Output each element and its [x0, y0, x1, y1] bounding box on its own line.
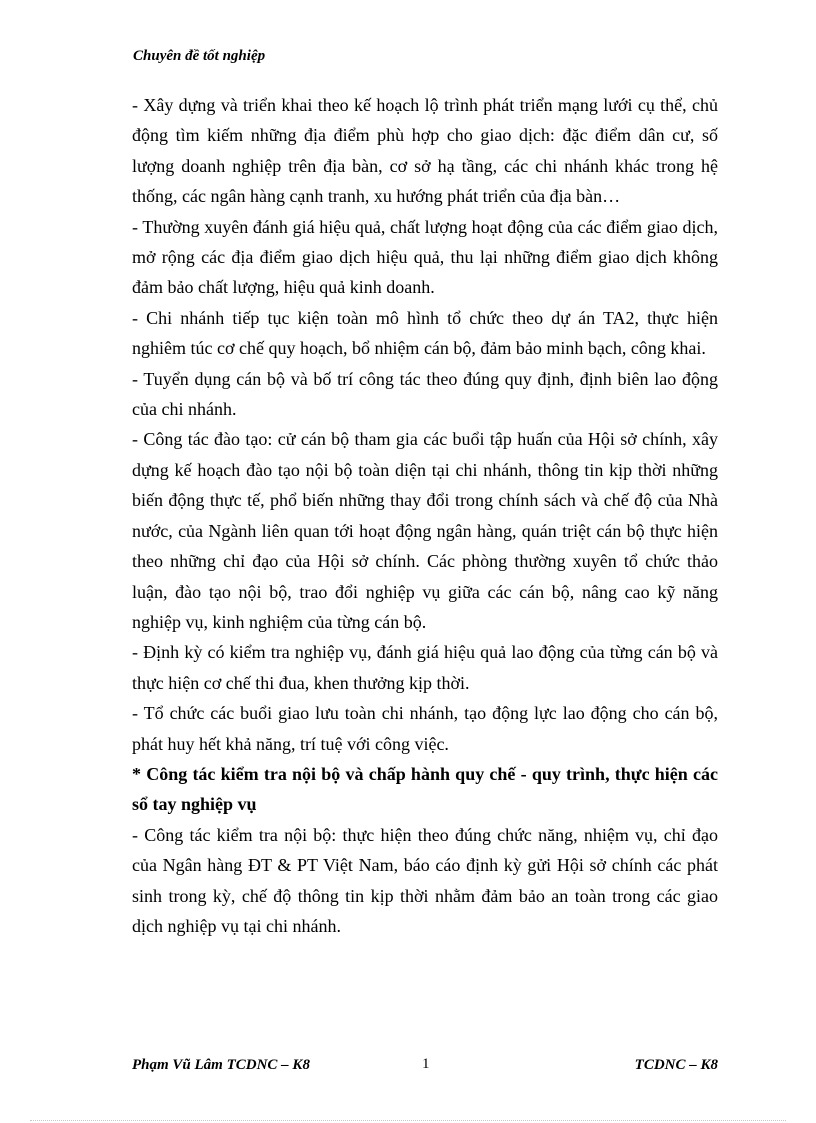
footer-author: Phạm Vũ Lâm TCDNC – K8	[132, 1057, 310, 1073]
footer-class: TCDNC – K8	[634, 1057, 718, 1073]
document-body	[132, 90, 718, 941]
paragraph-network-development: - Xây dựng và triển khai theo kế hoạch lộ trình phát triển mạng lưới cụ thể, chủ động tìm kiếm những địa điểm phù hợp cho giao dịch: đặc điểm dân cư, số lượng doanh nghiệp trên địa bàn, cơ sở hạ tầng, các chi nhánh khác trong hệ thống, các ngân hàng cạnh tranh, xu hướng phát triển của địa bàn…	[132, 95, 718, 207]
page-footer	[132, 1057, 718, 1079]
running-header: Chuyên đề tốt nghiệp	[133, 48, 266, 64]
paragraph-periodic-inspection: - Định kỳ có kiểm tra nghiệp vụ, đánh giá hiệu quả lao động của từng cán bộ và thực hiện cơ chế thi đua, khen thưởng kịp thời.	[132, 642, 718, 693]
paragraph-recruitment: - Tuyển dụng cán bộ và bố trí công tác theo đúng quy định, định biên lao động của chi nhánh.	[132, 368, 718, 420]
page-number: 1	[422, 1056, 430, 1072]
paragraph-organization-model: - Chi nhánh tiếp tục kiện toàn mô hình tổ chức theo dự án TA2, thực hiện nghiêm túc cơ chế quy hoạch, bổ nhiệm cán bộ, đảm bảo minh bạch, công khai.	[132, 307, 718, 359]
paragraph-internal-audit: - Công tác kiểm tra nội bộ: thực hiện theo đúng chức năng, nhiệm vụ, chỉ đạo của Ngân hàng ĐT & PT Việt Nam, báo cáo định kỳ gửi Hội sở chính các phát sinh trong kỳ, chế độ thông tin kịp thời nhằm đảm bảo an toàn trong các giao dịch nghiệp vụ tại chi nhánh.	[132, 824, 718, 936]
paragraph-evaluate-transaction-points: - Thường xuyên đánh giá hiệu quả, chất lượng hoạt động của các điểm giao dịch, mở rộng các địa điểm giao dịch hiệu quả, thu lại những điểm giao dịch không đảm bảo chất lượng, hiệu quả kinh doanh.	[132, 216, 718, 298]
page-boundary-divider	[30, 1120, 786, 1121]
section-heading-internal-audit: * Công tác kiểm tra nội bộ và chấp hành quy chế - quy trình, thực hiện các sổ tay nghiệp vụ	[132, 763, 718, 815]
paragraph-exchange-activities: - Tổ chức các buổi giao lưu toàn chi nhánh, tạo động lực lao động cho cán bộ, phát huy hết khả năng, trí tuệ với công việc.	[132, 703, 718, 754]
paragraph-training: - Công tác đào tạo: cử cán bộ tham gia các buổi tập huấn của Hội sở chính, xây dựng kế hoạch đào tạo nội bộ toàn diện tại chi nhánh, thông tin kịp thời những biến động thực tế, phổ biến những thay đổi trong chính sách và chế độ của Nhà nước, của Ngành liên quan tới hoạt động ngân hàng, quán triệt cán bộ thực hiện theo những chỉ đạo của Hội sở chính. Các phòng thường xuyên tổ chức thảo luận, đào tạo nội bộ, trao đổi nghiệp vụ giữa các cán bộ, nâng cao kỹ năng nghiệp vụ, kinh nghiệm của từng cán bộ.	[132, 429, 718, 632]
